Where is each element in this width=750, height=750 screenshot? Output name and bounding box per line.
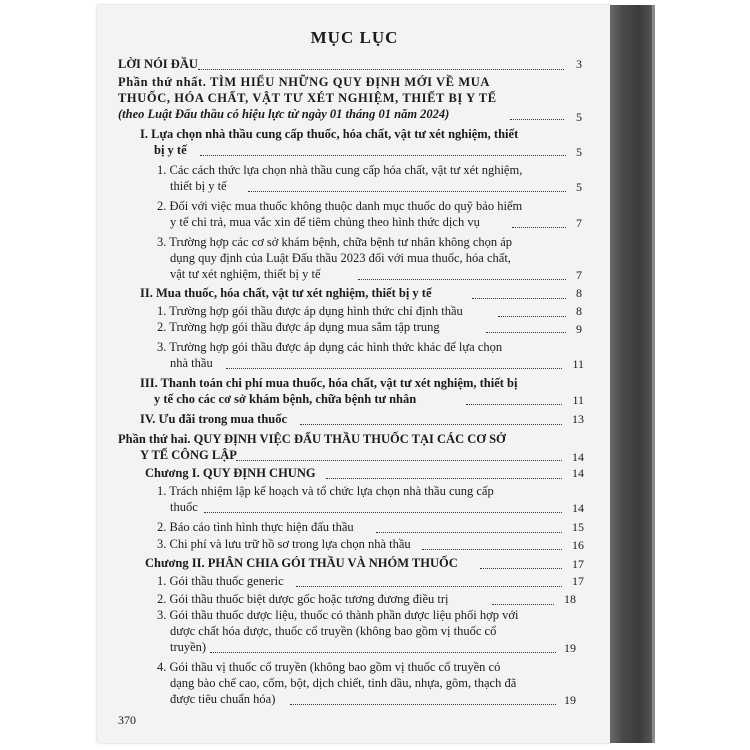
toc-entry-item: 2. Báo cáo tình hình thực hiện đấu thầu (157, 520, 354, 534)
toc-leader (204, 512, 562, 513)
toc-entry-item-line3: truyền) (170, 640, 207, 654)
toc-page-number: 14 (572, 501, 584, 515)
toc-page-number: 15 (572, 520, 584, 534)
toc-entry-item-line2: y tế chi trả, mua vắc xin để tiêm chủng theo hình thức dịch vụ (170, 215, 480, 229)
toc-leader (358, 279, 566, 280)
toc-entry-item-line2: dạng bào chế cao, cốm, bột, dịch chiết, tinh dầu, nhựa, gôm, thạch đã (170, 676, 517, 690)
toc-entry-item: 3. Chi phí và lưu trữ hồ sơ trong lựa chọn nhà thầu (157, 537, 411, 551)
toc-leader (296, 586, 562, 587)
toc-entry-item: 1. Trách nhiệm lập kế hoạch và tổ chức lựa chọn nhà thầu cung cấp (157, 484, 494, 498)
page-title: MỤC LỤC (310, 28, 399, 47)
toc-leader (326, 478, 562, 479)
toc-page-number: 11 (572, 357, 584, 371)
toc-entry-item-line2: thiết bị y tế (170, 179, 227, 193)
toc-leader (248, 191, 566, 192)
toc-leader (510, 119, 564, 120)
toc-page-number: 13 (572, 412, 584, 426)
toc-entry-part-1: Phần thứ nhất. TÌM HIỂU NHỮNG QUY ĐỊNH MỚI VỀ MUA (118, 75, 491, 89)
toc-entry-item: 1. Trường hợp gói thầu được áp dụng hình thức chỉ định thầu (157, 304, 463, 318)
toc-entry-part-2: Phần thứ hai. QUY ĐỊNH VIỆC ĐẤU THẦU THUỐC TẠI CÁC CƠ SỞ (118, 432, 506, 446)
toc-page-number: 9 (576, 322, 582, 336)
toc-page-number: 7 (576, 216, 582, 230)
toc-page-number: 17 (572, 557, 584, 571)
toc-page-number: 8 (576, 286, 582, 300)
toc-entry-item: 4. Gói thầu vị thuốc cổ truyền (không bao gồm vị thuốc cổ truyền có (157, 660, 501, 674)
toc-leader (466, 404, 562, 405)
toc-page-number: 5 (576, 145, 582, 159)
toc-page-number: 3 (576, 57, 582, 71)
toc-leader (486, 332, 566, 333)
toc-page-number: 18 (564, 592, 576, 606)
toc-page-number: 16 (572, 538, 584, 552)
toc-leader (376, 532, 562, 533)
toc-entry-item: 3. Gói thầu thuốc dược liệu, thuốc có thành phần dược liệu phối hợp với (157, 608, 519, 622)
toc-entry-chapter-1: Chương I. QUY ĐỊNH CHUNG (145, 466, 316, 480)
toc-leader (512, 227, 566, 228)
toc-leader (236, 460, 562, 461)
toc-leader (422, 549, 562, 550)
toc-entry-part-1-line2: THUỐC, HÓA CHẤT, VẬT TƯ XÉT NGHIỆM, THIẾT BỊ Y TẾ (118, 91, 497, 105)
toc-page-number: 5 (576, 110, 582, 124)
toc-leader (198, 69, 564, 70)
toc-entry-item: 3. Trường hợp các cơ sở khám bệnh, chữa bệnh tư nhân không chọn áp (157, 235, 513, 249)
toc-entry-section-1-line2: bị y tế (154, 143, 187, 157)
toc-page-number: 11 (572, 393, 584, 407)
toc-page-number: 7 (576, 268, 582, 282)
toc-entry-item-line2: dụng quy định của Luật Đấu thầu 2023 đối với mua thuốc, hóa chất, (170, 251, 511, 265)
toc-entry-item-line3: được tiêu chuẩn hóa) (170, 692, 276, 706)
toc-entry-item-line2: dược chất hóa dược, thuốc cổ truyền (không bao gồm vị thuốc cổ (170, 624, 497, 638)
toc-leader (200, 155, 566, 156)
page-edge (652, 5, 655, 743)
toc-entry-section-4: IV. Ưu đãi trong mua thuốc (140, 412, 288, 426)
toc-page-number: 5 (576, 180, 582, 194)
toc-entry-item: 2. Trường hợp gói thầu được áp dụng mua sắm tập trung (157, 320, 440, 334)
toc-entry-foreword: LỜI NÓI ĐẦU (118, 57, 198, 71)
toc-leader (480, 568, 562, 569)
toc-entry-part-2-line2: Y TẾ CÔNG LẬP (140, 448, 237, 462)
toc-entry-part-1-line3: (theo Luật Đấu thầu có hiệu lực từ ngày 01 tháng 01 năm 2024) (118, 107, 450, 121)
toc-entry-item: 1. Gói thầu thuốc generic (157, 574, 284, 588)
toc-page-number: 8 (576, 304, 582, 318)
toc-entry-section-3-line2: y tế cho các cơ sở khám bệnh, chữa bệnh tư nhân (154, 392, 417, 406)
toc-entry-chapter-2: Chương II. PHÂN CHIA GÓI THẦU VÀ NHÓM THUỐC (145, 556, 458, 570)
toc-entry-item-line3: vật tư xét nghiệm, thiết bị y tế (170, 267, 321, 281)
toc-page-number: 19 (564, 693, 576, 707)
toc-leader (210, 652, 556, 653)
toc-page-number: 14 (572, 450, 584, 464)
toc-entry-section-2: II. Mua thuốc, hóa chất, vật tư xét nghiệm, thiết bị y tế (140, 286, 432, 300)
toc-entry-item-line2: thuốc (170, 500, 198, 514)
toc-entry-item: 1. Các cách thức lựa chọn nhà thầu cung cấp hóa chất, vật tư xét nghiệm, (157, 163, 523, 177)
toc-leader (300, 424, 562, 425)
toc-leader (226, 368, 562, 369)
toc-leader (498, 316, 566, 317)
page-number: 370 (118, 713, 136, 727)
toc-entry-item: 2. Gói thầu thuốc biệt dược gốc hoặc tương đương điều trị (157, 592, 449, 606)
toc-entry-item: 3. Trường hợp gói thầu được áp dụng các hình thức khác để lựa chọn (157, 340, 503, 354)
toc-entry-item: 2. Đối với việc mua thuốc không thuộc danh mục thuốc do quỹ bảo hiểm (157, 199, 523, 213)
toc-page-number: 14 (572, 466, 584, 480)
toc-leader (492, 604, 554, 605)
toc-leader (290, 704, 556, 705)
toc-entry-section-1: I. Lựa chọn nhà thầu cung cấp thuốc, hóa chất, vật tư xét nghiệm, thiết (140, 127, 519, 141)
toc-entry-item-line2: nhà thầu (170, 356, 213, 370)
toc-leader (472, 298, 566, 299)
toc-page-number: 19 (564, 641, 576, 655)
toc-page-number: 17 (572, 574, 584, 588)
toc-entry-section-3: III. Thanh toán chi phí mua thuốc, hóa chất, vật tư xét nghiệm, thiết bị (140, 376, 518, 390)
book-spine (610, 5, 652, 743)
